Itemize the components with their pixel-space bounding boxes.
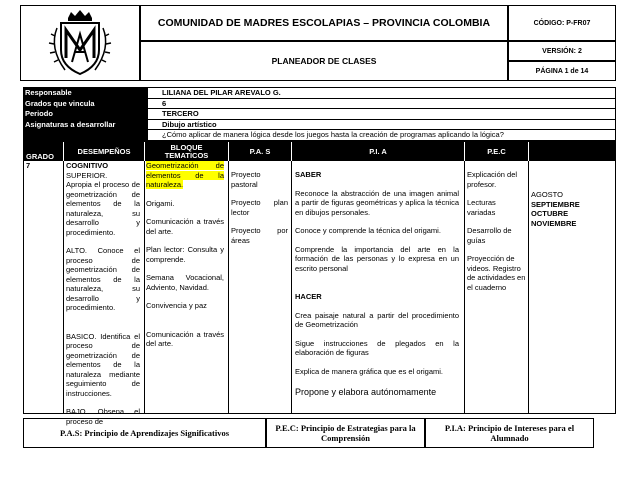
pia-cell: [295, 170, 459, 398]
footer-pia: P.I.A: Principio de Intereses para el Alumnado: [425, 418, 594, 448]
desempeno-bajo: BAJO. Obsena el proceso de: [66, 407, 140, 426]
bloque-item-convivencia: Convivencia y paz: [146, 301, 207, 310]
pas-cell: [231, 170, 288, 245]
pia-last: Propone y elabora autónomamente: [295, 387, 437, 397]
pec-item-lecturas: Lecturas variadas: [467, 198, 496, 217]
pia-hacer-3: Explica de manera gráfica que es el origami.: [295, 366, 443, 376]
pia-hacer-1: Crea paisaje natural a partir del procedimiento de Geometrización: [295, 310, 459, 329]
footer-pas: P.A.S: Principio de Aprendizajes Significativos: [23, 418, 266, 448]
bloque-item-origami: Origami.: [146, 198, 175, 208]
info-value-grados: 6: [147, 99, 616, 110]
pec-item-guias: Desarrollo de guías: [467, 226, 512, 245]
document-code: CÓDIGO: P-FR07: [508, 5, 616, 41]
page-number: PÁGINA 1 de 14: [508, 61, 616, 81]
header-pas: P.A. S: [228, 142, 291, 161]
pia-hacer-title: HACER: [295, 292, 322, 301]
month-octubre: OCTUBRE: [531, 209, 569, 218]
col-divider: [63, 161, 64, 413]
bloque-item-geometrizacion: Geometrización de elementos de la naturaleza.: [146, 161, 224, 189]
pec-cell: [467, 170, 526, 292]
header-pia: P.I. A: [291, 142, 464, 161]
bloque-item-semana: Semana Vocacional, Adviento, Navidad.: [146, 273, 224, 292]
desempeno-alto: ALTO. Conoce el proceso de geometrización de elementos de la naturaleza, su desarrollo y procedimiento.: [66, 246, 140, 312]
months-cell: [531, 190, 611, 228]
pas-item-areas: Proyecto por áreas: [231, 226, 288, 245]
header-pec: P.E.C: [464, 142, 528, 161]
month-agosto: AGOSTO: [531, 190, 563, 199]
desempeno-cognitivo-title: COGNITIVO: [66, 161, 109, 170]
month-noviembre: NOVIEMBRE: [531, 218, 577, 228]
header-desempenos: DESEMPEÑOS: [63, 142, 144, 161]
pia-saber-title: SABER: [295, 170, 322, 179]
header-months: [528, 142, 615, 161]
desempenos-cell: [66, 161, 140, 426]
pas-item-plan-lector: Proyecto plan lector: [231, 198, 288, 217]
bloque-item-plan-lector: Plan lector: Consulta y comprende.: [146, 245, 224, 264]
info-label-periodo: Periodo: [23, 109, 147, 120]
bloque-cell: [146, 161, 224, 349]
info-label-pregunta: [23, 130, 147, 141]
pas-item-pastoral: Proyecto pastoral: [231, 170, 261, 189]
pec-item-videos: Proyección de videos. Registro de actividades en el cuaderno: [467, 254, 526, 292]
col-divider: [291, 161, 292, 413]
month-septiembre: SEPTIEMBRE: [531, 199, 580, 209]
pia-saber-1: Reconoce la abstracción de una imagen animal a partir de figuras geométricas y aplica la técnica en dibujos personales.: [295, 188, 459, 217]
document-version: VERSIÓN: 2: [508, 41, 616, 61]
school-logo: [20, 5, 140, 81]
grado-value: 7: [26, 161, 31, 170]
col-divider: [228, 161, 229, 413]
bloque-item-comunicacion: Comunicación a través del arte.: [146, 217, 224, 236]
desempeno-superior-text: Apropia el proceso de geometrización de elementos de la naturaleza, su desarrollo y procedimiento.: [66, 180, 140, 237]
col-divider: [528, 161, 529, 413]
pia-saber-3: Comprende la importancia del arte en la formación de las personas y lo expresa en un escrito personal: [295, 244, 459, 273]
info-label-asignaturas: Asignaturas a desarrollar: [23, 120, 147, 131]
pec-item-explicacion: Explicación del profesor.: [467, 170, 518, 189]
header-bloque: BLOQUE TEMATICOS: [144, 142, 228, 161]
col-divider: [144, 161, 145, 413]
info-value-responsable: LILIANA DEL PILAR AREVALO G.: [147, 88, 616, 99]
pia-hacer-2: Sigue instrucciones de plegados en la elaboración de figuras: [295, 338, 459, 357]
col-divider: [464, 161, 465, 413]
crest-emblem: [21, 6, 139, 80]
info-value-periodo: TERCERO: [147, 109, 616, 120]
bloque-item-comunicacion-2: Comunicación a través del arte.: [146, 329, 224, 348]
info-value-asignaturas: Dibujo artístico: [147, 120, 616, 131]
footer-pec: P.E.C: Principio de Estrategias para la Comprensión: [266, 418, 425, 448]
header-grado: GRADO: [24, 142, 63, 161]
document-title: COMUNIDAD DE MADRES ESCOLAPIAS – PROVINCIA COLOMBIA: [140, 5, 508, 41]
document-subtitle: PLANEADOR DE CLASES: [140, 41, 508, 81]
info-value-pregunta: ¿Cómo aplicar de manera lógica desde los juegos hasta la creación de programas aplicando la lógica?: [147, 130, 616, 141]
desempeno-superior-label: SUPERIOR.: [66, 170, 108, 180]
info-label-responsable: Responsable: [23, 88, 147, 99]
pia-saber-2: Conoce y comprende la técnica del origami.: [295, 226, 441, 235]
desempeno-basico: BASICO. Identifica el proceso de geometrización de elementos de la naturaleza mediante seguimiento de instrucciones.: [66, 331, 140, 398]
info-label-grados: Grados que vincula: [23, 99, 147, 110]
